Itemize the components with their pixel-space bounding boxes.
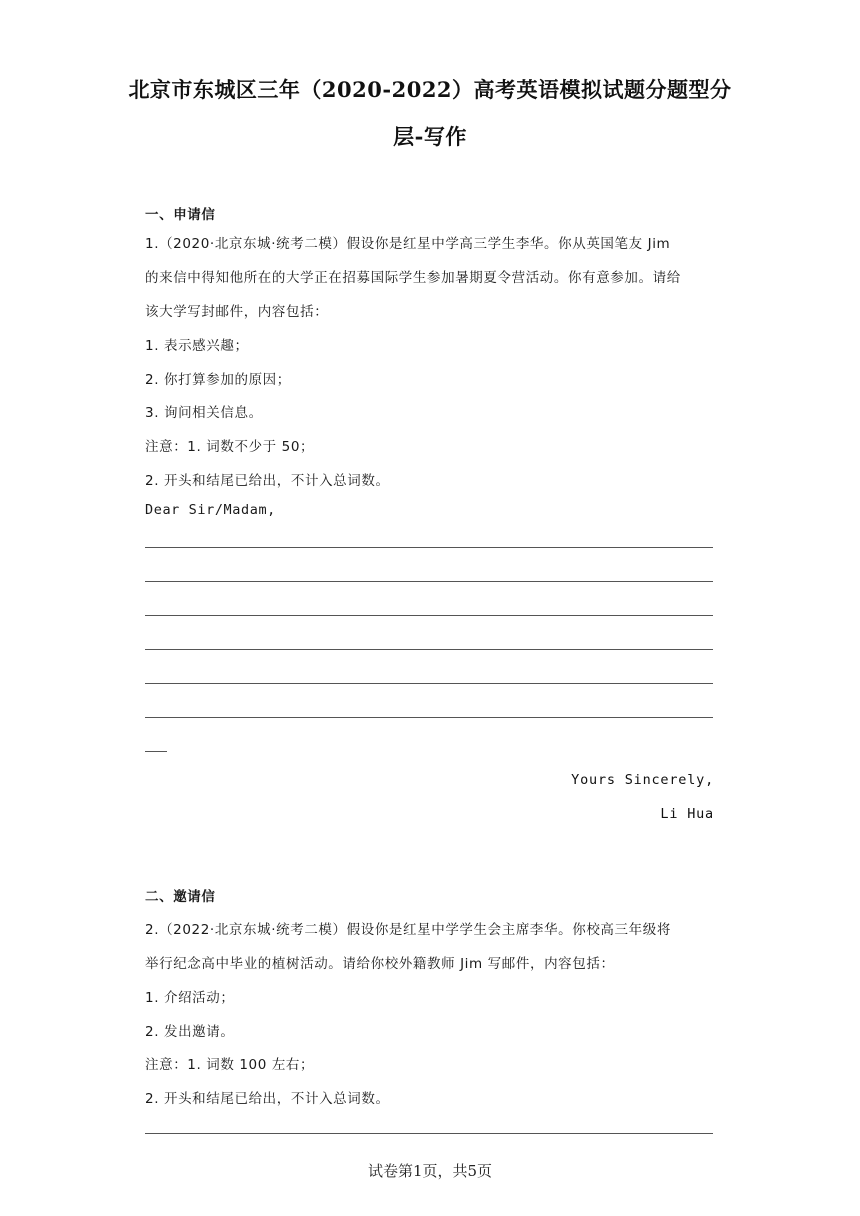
question-2-line: 2. 开头和结尾已给出，不计入总词数。 bbox=[145, 1091, 390, 1107]
document-title-line-2: 层-写作 bbox=[393, 124, 467, 149]
answer-line-end[interactable] bbox=[145, 751, 167, 752]
question-1-line: 的来信中得知他所在的大学正在招募国际学生参加暑期夏令营活动。你有意参加。请给 bbox=[145, 270, 681, 286]
question-1-line: 2. 你打算参加的原因； bbox=[145, 372, 291, 388]
question-1-line: 1. 表示感兴趣； bbox=[145, 338, 249, 354]
question-1-line: 该大学写封邮件，内容包括： bbox=[145, 304, 329, 320]
answer-line[interactable] bbox=[145, 1133, 713, 1134]
answer-line[interactable] bbox=[145, 717, 713, 718]
question-2-line: 注意：1. 词数 100 左右； bbox=[145, 1057, 315, 1073]
question-1-line: 1.（2020·北京东城·统考二模）假设你是红星中学高三学生李华。你从英国笔友 Jim bbox=[145, 236, 671, 252]
question-1-line: 3. 询问相关信息。 bbox=[145, 405, 263, 421]
answer-line[interactable] bbox=[145, 547, 713, 548]
answer-line[interactable] bbox=[145, 683, 713, 684]
answer-line[interactable] bbox=[145, 615, 713, 616]
answer-line[interactable] bbox=[145, 581, 713, 582]
section-2-heading: 二、邀请信 bbox=[145, 889, 216, 905]
question-2-line: 举行纪念高中毕业的植树活动。请给你校外籍教师 Jim 写邮件，内容包括： bbox=[145, 956, 615, 972]
letter-closing: Yours Sincerely, bbox=[571, 772, 714, 788]
letter-salutation: Dear Sir/Madam, bbox=[145, 502, 276, 518]
document-title-line-1: 北京市东城区三年（2020-2022）高考英语模拟试题分题型分 bbox=[128, 77, 732, 102]
question-2-line: 2. 发出邀请。 bbox=[145, 1024, 235, 1040]
letter-signature: Li Hua bbox=[660, 806, 714, 822]
section-1-heading: 一、申请信 bbox=[145, 207, 216, 223]
question-2-line: 1. 介绍活动； bbox=[145, 990, 235, 1006]
question-1-line: 注意：1. 词数不少于 50； bbox=[145, 439, 315, 455]
answer-line[interactable] bbox=[145, 649, 713, 650]
question-2-line: 2.（2022·北京东城·统考二模）假设你是红星中学学生会主席李华。你校高三年级将 bbox=[145, 922, 671, 938]
question-1-line: 2. 开头和结尾已给出，不计入总词数。 bbox=[145, 473, 390, 489]
page-footer: 试卷第1页，共5页 bbox=[367, 1162, 493, 1180]
